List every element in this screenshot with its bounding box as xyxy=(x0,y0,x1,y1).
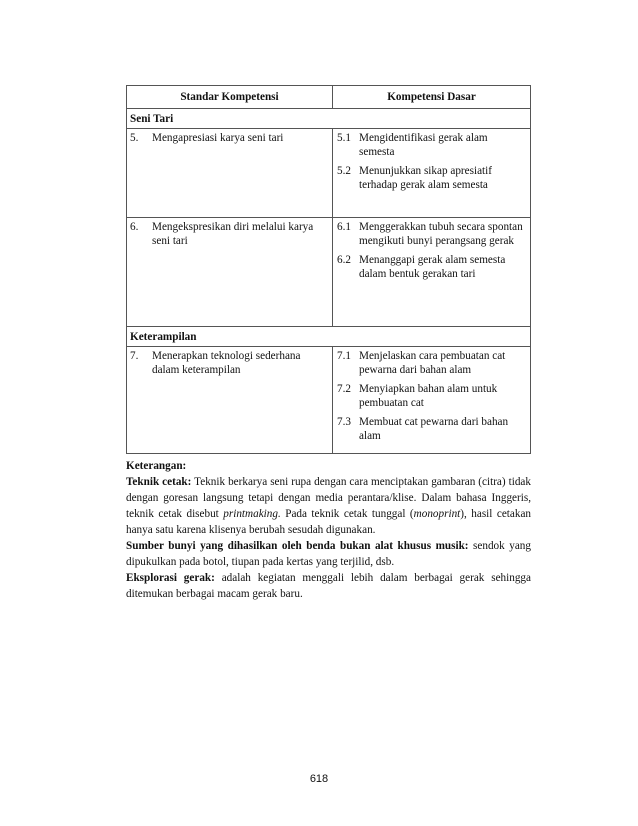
notes-section xyxy=(126,458,531,602)
table-row xyxy=(127,347,531,454)
sk-cell-5 xyxy=(127,129,333,218)
sk-cell-7 xyxy=(127,347,333,454)
section-seni-tari: Seni Tari xyxy=(127,109,531,129)
note-sumber-bunyi xyxy=(126,538,531,570)
sk-number: 5. xyxy=(130,132,139,144)
table-header-row xyxy=(127,86,531,109)
kd-text: Menunjukkan sikap apresiatif terhadap gerak alam semesta xyxy=(359,165,492,191)
note-teknik-cetak xyxy=(126,474,531,538)
kd-text: Menanggapi gerak alam semesta dalam bentuk gerakan tari xyxy=(359,254,506,280)
section-row-seni-tari xyxy=(127,109,531,129)
kd-text: Menggerakkan tubuh secara spontan mengikuti bunyi perangsang gerak xyxy=(359,221,523,247)
kd-number: 7.2 xyxy=(337,383,351,395)
kd-number: 6.1 xyxy=(337,221,351,233)
section-keterampilan: Keterampilan xyxy=(127,327,531,347)
sk-text: Mengekspresikan diri melalui karya seni tari xyxy=(152,221,314,247)
kd-text: Mengidentifikasi gerak alam semesta xyxy=(359,132,488,158)
list-item xyxy=(337,382,524,410)
sk-cell-6 xyxy=(127,218,333,327)
kd-number: 6.2 xyxy=(337,254,351,266)
list-item xyxy=(337,415,524,443)
page-number: 618 xyxy=(309,773,329,785)
note-term: Teknik cetak: xyxy=(126,476,192,488)
kd-number: 5.1 xyxy=(337,132,351,144)
note-text: Teknik berkarya seni rupa dengan cara menciptakan gambaran (citra) tidak dengan goresan langsung tetapi dengan media perantara/klise. Dalam bahasa Inggeris, teknik cetak disebut xyxy=(126,476,531,520)
list-item xyxy=(337,164,524,192)
kd-cell-5 xyxy=(333,129,531,218)
note-eksplorasi-gerak xyxy=(126,570,531,602)
sk-text: Mengapresiasi karya seni tari xyxy=(152,132,284,144)
kd-text: Menjelaskan cara pembuatan cat pewarna dari bahan alam xyxy=(359,350,506,376)
list-item xyxy=(337,349,524,377)
kd-cell-7 xyxy=(333,347,531,454)
sk-number: 7. xyxy=(130,350,139,362)
section-row-keterampilan xyxy=(127,327,531,347)
sk-text: Menerapkan teknologi sederhana dalam keterampilan xyxy=(152,350,301,376)
note-text: adalah kegiatan menggali lebih dalam berbagai gerak sehingga ditemukan berbagai macam gerak baru. xyxy=(126,572,531,600)
note-text: ), hasil cetakan hanya satu karena klisenya berubah sesudah digunakan. xyxy=(126,508,532,536)
kd-text: Membuat cat pewarna dari bahan alam xyxy=(359,416,509,442)
list-item xyxy=(337,253,524,281)
competency-table xyxy=(126,85,531,454)
note-term: Sumber bunyi yang dihasilkan oleh benda bukan alat khusus musik: xyxy=(126,540,469,552)
note-italic: printmaking. xyxy=(223,508,281,520)
list-item xyxy=(337,220,524,248)
kd-cell-6 xyxy=(333,218,531,327)
kd-text: Menyiapkan bahan alam untuk pembuatan cat xyxy=(359,383,498,409)
note-text: Pada teknik cetak tunggal ( xyxy=(280,508,414,520)
note-term: Eksplorasi gerak: xyxy=(126,572,215,584)
list-item xyxy=(337,131,524,159)
header-standar-kompetensi: Standar Kompetensi xyxy=(127,86,333,109)
kd-number: 7.3 xyxy=(337,416,351,428)
kd-number: 5.2 xyxy=(337,165,351,177)
table-row xyxy=(127,218,531,327)
notes-title: Keterangan: xyxy=(126,460,187,472)
sk-number: 6. xyxy=(130,221,139,233)
note-text: sendok yang dipukulkan pada botol, tiupan pada kertas yang terjilid, dsb. xyxy=(126,540,531,568)
kd-number: 7.1 xyxy=(337,350,351,362)
header-kompetensi-dasar: Kompetensi Dasar xyxy=(333,86,531,109)
table-row xyxy=(127,129,531,218)
note-italic: monoprint xyxy=(413,508,461,520)
